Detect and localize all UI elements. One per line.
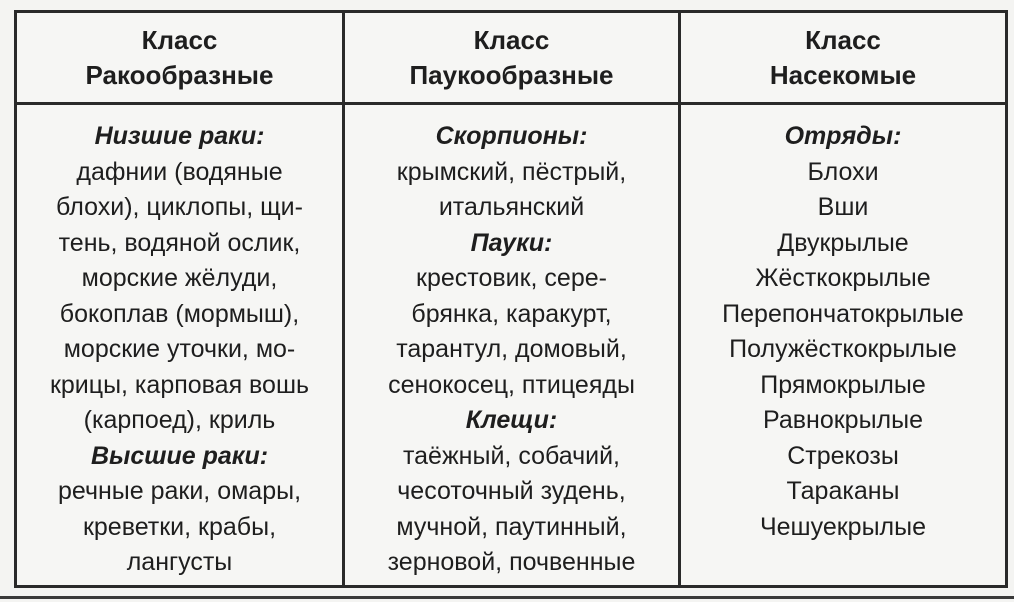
list-line: крицы, карповая вошь	[49, 370, 310, 399]
list-line: мучной, паутинный,	[396, 512, 627, 541]
list-line: Вши	[817, 193, 869, 221]
bottom-rule	[0, 596, 1014, 599]
classification-table	[14, 10, 1008, 588]
list-line: блохи), циклопы, щи-	[56, 193, 303, 221]
list-line: морские уточки, мо-	[63, 335, 296, 363]
list-line: крестовик, сере-	[416, 264, 607, 292]
list-line: Жёсткокрылые	[755, 264, 931, 292]
list-line: креветки, крабы,	[82, 512, 277, 541]
list-line: лангусты	[126, 548, 233, 576]
list-line: тень, водяной ослик,	[58, 228, 301, 257]
list-line: чесоточный зудень,	[397, 477, 626, 505]
group-title: Скорпионы:	[435, 122, 588, 150]
list-line: (карпоед), криль	[83, 406, 276, 434]
list-line: дафнии (водяные	[76, 157, 283, 186]
header-line: Паукообразные	[409, 59, 614, 90]
list-line: Блохи	[807, 157, 879, 186]
list-line: таёжный, собачий,	[402, 441, 621, 470]
list-line: Равнокрылые	[762, 406, 923, 434]
header-line: Класс	[805, 24, 881, 55]
list-line: зерновой, почвенные	[387, 548, 636, 576]
header-insects	[681, 13, 1005, 105]
list-line: Двукрылые	[777, 228, 909, 257]
list-line: итальянский	[438, 193, 585, 221]
list-line: сенокосец, птицеяды	[388, 370, 635, 399]
list-line: Прямокрылые	[760, 370, 926, 399]
header-line: Класс	[141, 24, 218, 55]
list-line: морские жёлуди,	[81, 264, 278, 292]
list-line: тарантул, домовый,	[396, 335, 627, 363]
body-crustaceans	[17, 105, 345, 585]
list-line: Полужёсткокрылые	[729, 335, 957, 363]
group-title: Клещи:	[465, 406, 558, 434]
group-title: Пауки:	[470, 228, 553, 257]
header-line: Насекомые	[769, 59, 917, 90]
header-crustaceans	[17, 13, 345, 105]
list-line: Перепончатокрылые	[722, 299, 964, 328]
list-line: крымский, пёстрый,	[396, 157, 627, 186]
list-line: Стрекозы	[787, 441, 899, 470]
group-title: Отряды:	[784, 122, 902, 150]
body-insects	[681, 105, 1005, 585]
list-line: брянка, каракурт,	[411, 299, 612, 328]
group-title: Низшие раки:	[94, 122, 265, 150]
header-arachnids	[345, 13, 681, 105]
group-title: Высшие раки:	[90, 441, 269, 470]
header-line: Класс	[473, 24, 550, 55]
header-line: Ракообразные	[85, 59, 274, 90]
body-arachnids	[345, 105, 681, 585]
list-line: Чешуекрылые	[759, 512, 926, 541]
list-line: Тараканы	[786, 477, 900, 505]
list-line: бокоплав (мормыш),	[59, 299, 300, 328]
list-line: речные раки, омары,	[57, 477, 302, 505]
